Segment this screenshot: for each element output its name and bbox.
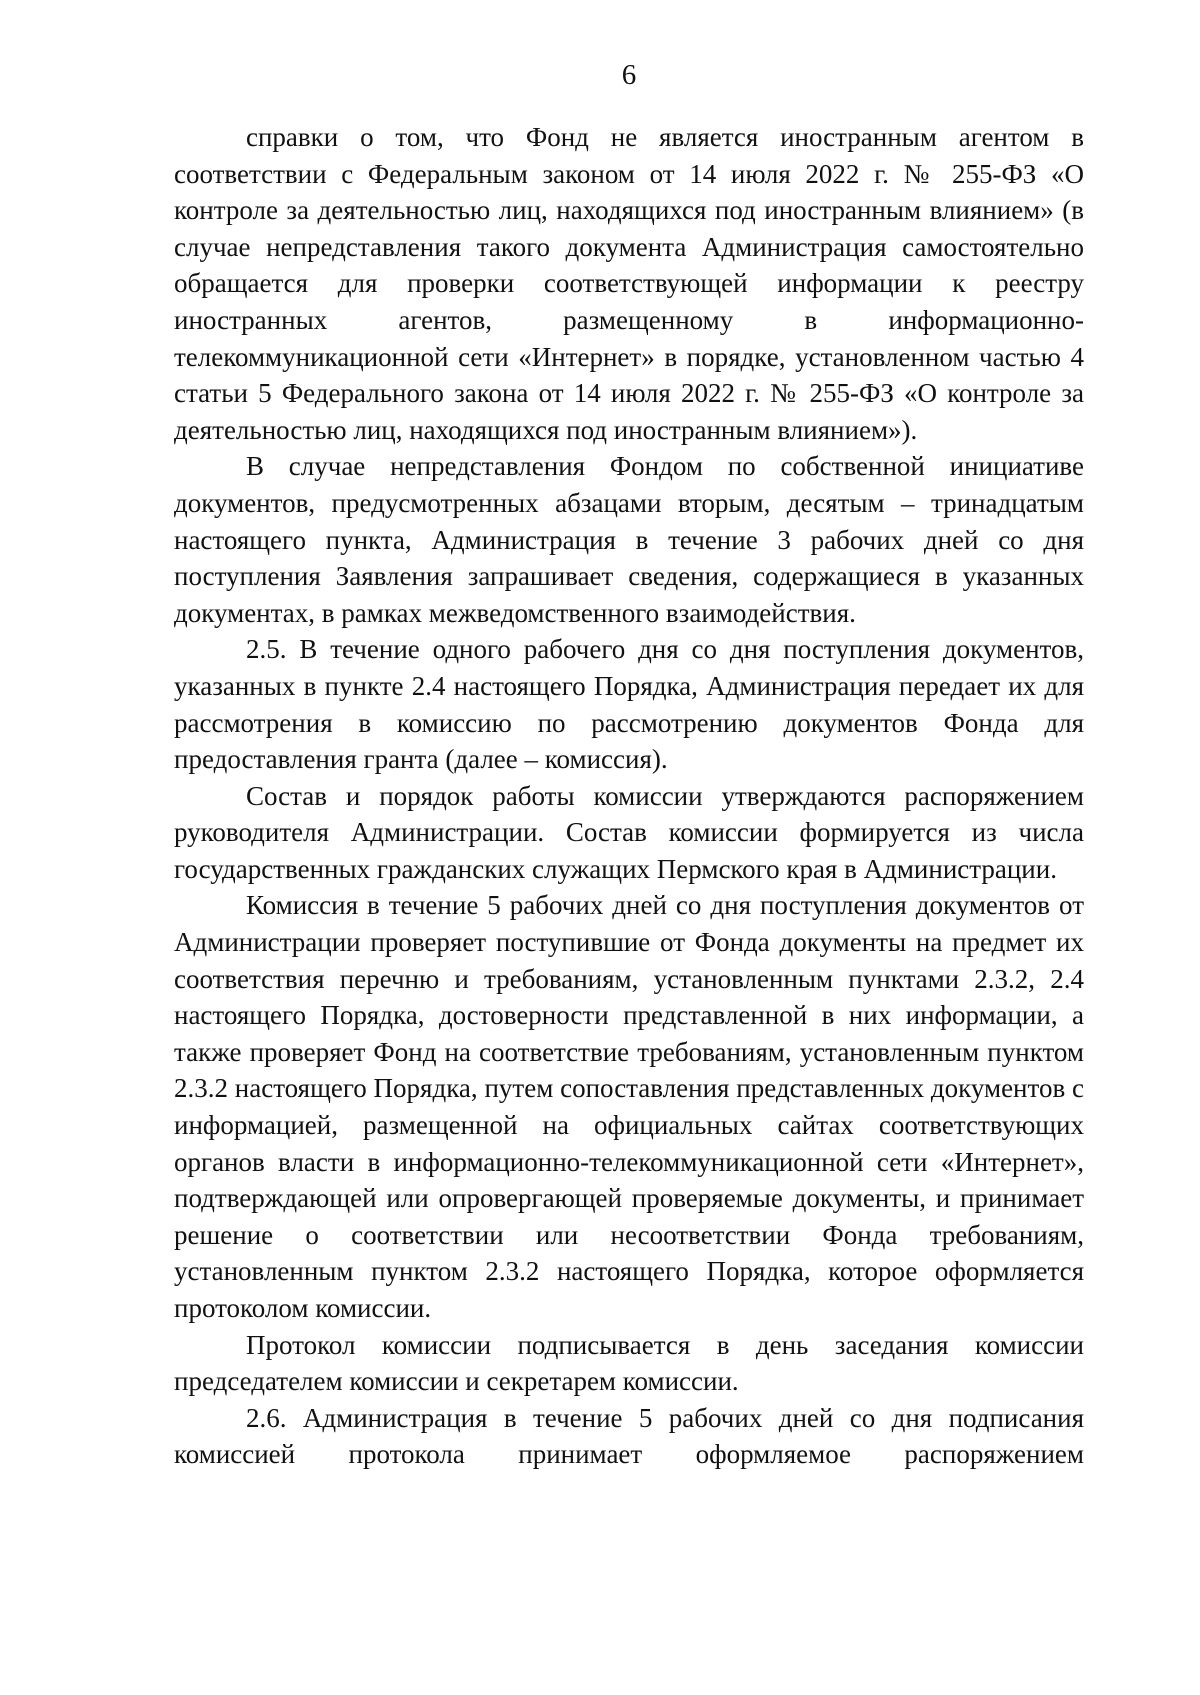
paragraph-commission-review: Комиссия в течение 5 рабочих дней со дня поступления документов от Администрации проверяет поступившие от Фонда документы на предмет их соответствия перечню и требованиям, установленным пунктами 2.3.2, 2.4 настоящего Порядка, достоверности представленной в них информации, а также проверяет Фонд на соответствие требованиям, установленным пунктом 2.3.2 настоящего Порядка, путем сопоставления представленных документов с информацией, размещенной на официальных сайтах соответствующих органов власти в информационно-телекоммуникационной сети «Интернет», подтверждающей или опровергающей проверяемые документы, и принимает решение о соответствии или несоответствии Фонда требованиям, установленным пунктом 2.3.2 настоящего Порядка, которое оформляется протоколом комиссии. <box>174 890 1084 1323</box>
paragraph-2-6-decision: 2.6. Администрация в течение 5 рабочих дней со дня подписания комиссией протокола принимает оформляемое распоряжением <box>174 1402 1084 1470</box>
document-body <box>174 119 1084 1473</box>
page-number: 6 <box>621 59 637 91</box>
paragraph-foreign-agent-certificate: справки о том, что Фонд не является иностранным агентом в соответствии с Федеральным законом от 14 июля 2022 г. № 255-ФЗ «О контроле за деятельностью лиц, находящихся под иностранным влиянием» (в случае непредставления такого документа Администрация самостоятельно обращается для проверки соответствующей информации к реестру иностранных агентов, размещенному в информационно-телекоммуникационной сети «Интернет» в порядке, установленном частью 4 статьи 5 Федерального закона от 14 июля 2022 г. № 255-ФЗ «О контроле за деятельностью лиц, находящихся под иностранным влиянием»). <box>174 122 1084 445</box>
paragraph-commission-composition: Состав и порядок работы комиссии утверждаются распоряжением руководителя Администрации. Состав комиссии формируется из числа государственных гражданских служащих Пермского края в Администрации. <box>174 780 1084 884</box>
paragraph-interagency-request: В случае непредставления Фондом по собственной инициативе документов, предусмотренных абзацами вторым, десятым – тринадцатым настоящего пункта, Администрация в течение 3 рабочих дней со дня поступления Заявления запрашивает сведения, содержащиеся в указанных документах, в рамках межведомственного взаимодействия. <box>174 451 1084 628</box>
paragraph-2-5-transfer-to-commission: 2.5. В течение одного рабочего дня со дня поступления документов, указанных в пункте 2.4 настоящего Порядка, Администрация передает их для рассмотрения в комиссию по рассмотрению документов Фонда для предоставления гранта (далее – комиссия). <box>174 634 1084 775</box>
paragraph-protocol-signing: Протокол комиссии подписывается в день заседания комиссии председателем комиссии и секретарем комиссии. <box>174 1329 1084 1397</box>
